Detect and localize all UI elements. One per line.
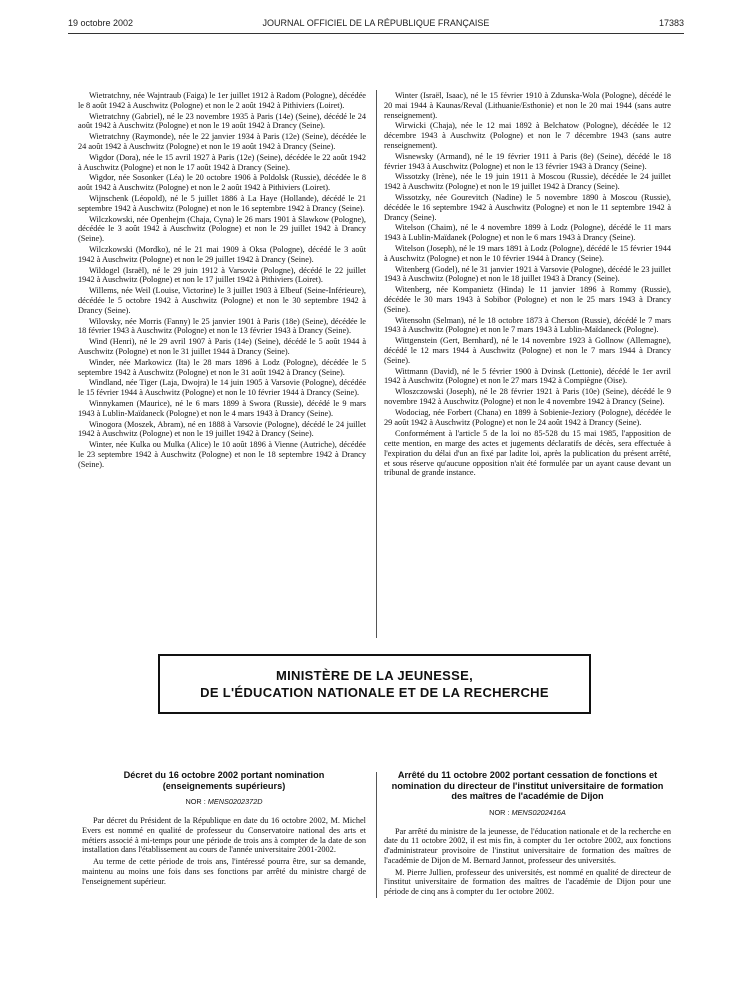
entry: Wloszczowski (Joseph), né le 28 février 1921 à Paris (10e) (Seine), décédé le 9 novembre 1942 à Auschwitz (Pologne) et non le 4 novembre 1942 à Drancy (Seine).: [384, 387, 671, 406]
nor-label: NOR :: [489, 807, 512, 817]
entry: Wind (Henri), né le 29 avril 1907 à Paris (14e) (Seine), décédé le 5 août 1944 à Auschwitz (Pologne) et non le 31 juillet 1944 à Drancy (Seine).: [78, 337, 366, 356]
decree-paragraph: M. Pierre Jullien, professeur des universités, est nommé en qualité de directeur de l'institut universitaire de formation des maîtres de l'académie de Dijon pour une période de cinq ans à compter du 1er octobre 2002.: [384, 867, 671, 897]
nor-code: MENS0202372D: [207, 797, 263, 806]
entry: Winter, née Kulka ou Mulka (Alice) le 10 août 1896 à Vienne (Autriche), décédée le 23 septembre 1942 à Auschwitz (Pologne) et non le 18 septembre 1942 à Drancy (Seine).: [78, 440, 366, 469]
decree-title: Décret du 16 octobre 2002 portant nomination (enseignements supérieurs): [123, 770, 325, 791]
entry: Wittmann (David), né le 5 février 1900 à Dvinsk (Lettonie), décédé le 1er avril 1942 à Auschwitz (Pologne) et non le 27 mars 1942 à Compiègne (Oise).: [384, 366, 671, 386]
entry: Wigdor, née Sosonker (Léa) le 20 octobre 1906 à Poldolsk (Russie), décédée le 8 août 1942 à Auschwitz (Pologne) et non le 2 août 1942 à Pithiviers (Loiret).: [78, 173, 366, 193]
entry: Winnykamen (Maurice), né le 6 mars 1899 à Swora (Russie), décédé le 9 mars 1943 à Lublin-Maïdaneck (Pologne) et non le 4 mars 1943 à Drancy (Seine).: [78, 398, 366, 418]
left-column: [78, 91, 366, 470]
entry: Windland, née Tiger (Laja, Dwojra) le 14 juin 1905 à Varsovie (Pologne), décédée le 15 février 1944 à Auschwitz (Pologne) et non le 10 février 1944 à Drancy (Seine).: [78, 378, 366, 398]
nor-reference: [82, 797, 366, 806]
decree-left: [82, 770, 366, 889]
ministry-heading-line1: MINISTÈRE DE LA JEUNESSE,: [276, 668, 473, 683]
decree-body: [384, 827, 671, 898]
header-journal-title: JOURNAL OFFICIEL DE LA RÉPUBLIQUE FRANÇAISE: [262, 18, 490, 28]
entry: Wittgenstein (Gert, Bernhard), né le 14 novembre 1923 à Gollnow (Allemagne), décédé le 12 mars 1944 à Auschwitz (Pologne) et non le 7 mars 1944 à Drancy (Seine).: [384, 336, 671, 365]
entry: Wissotzky (Irène), née le 19 juin 1911 à Moscou (Russie), décédée le 24 juillet 1942 à Auschwitz (Pologne) et non le 19 juillet 1942 à Drancy (Seine).: [384, 172, 671, 192]
entry: Wisnewsky (Armand), né le 19 février 1911 à Paris (8e) (Seine), décédé le 18 février 1943 à Auschwitz (Pologne) et non le 13 février 1943 à Drancy (Seine).: [384, 151, 671, 171]
entry: Wildogel (Israël), né le 29 juin 1912 à Varsovie (Pologne), décédé le 22 juillet 1942 à Auschwitz (Pologne) et non le 17 juillet 1942 à Pithiviers (Loiret).: [78, 265, 366, 285]
entry: Wilczkowski, née Openhejm (Chaja, Cyna) le 26 mars 1901 à Slawkow (Pologne), décédée le 3 août 1942 à Auschwitz (Pologne) et non le 29 juillet 1942 à Drancy (Seine).: [78, 214, 366, 244]
decree-paragraph: Par arrêté du ministre de la jeunesse, de l'éducation nationale et de la recherche en date du 11 octobre 2002, il est mis fin, à compter du 1er octobre 2002, aux fonctions d'administrateur provisoire de l'institut universitaire de formation des maîtres de l'académie de Dijon de M. Bernard Jannot, professeur des universités.: [384, 826, 671, 865]
entry: Wilovsky, née Morris (Fanny) le 25 janvier 1901 à Paris (18e) (Seine), décédée le 18 février 1943 à Auschwitz (Pologne) et non le 13 février 1943 à Drancy (Seine).: [78, 316, 366, 336]
entry: Wodociag, née Forbert (Chana) en 1899 à Sobienie-Jeziory (Pologne), décédée le 29 août 1942 à Auschwitz (Pologne) et non le 24 août 1942 à Drancy (Seine).: [384, 407, 671, 427]
entry: Witenberg, née Kompanietz (Hinda) le 11 janvier 1896 à Rommy (Russie), décédée le 30 mars 1943 à Sobibor (Pologne) et non le 25 mars 1943 à Drancy (Seine).: [384, 285, 671, 314]
ministry-heading-line2: DE L'ÉDUCATION NATIONALE ET DE LA RECHERCHE: [200, 685, 549, 700]
entry: Winogora (Moszek, Abram), né en 1888 à Varsovie (Pologne), décédé le 24 juillet 1942 à Auschwitz (Pologne) et non le 19 juillet 1942 à Drancy (Seine).: [78, 419, 366, 439]
decree-divider: [376, 772, 377, 898]
column-divider: [376, 90, 377, 638]
right-column: [384, 91, 671, 479]
entry: Winder, née Markowicz (Ita) le 28 mars 1896 à Lodz (Pologne), décédée le 5 septembre 1942 à Auschwitz (Pologne) et non le 31 août 1942 à Drancy (Seine).: [78, 357, 366, 377]
entry: Winter (Israël, Isaac), né le 15 février 1910 à Zdunska-Wola (Pologne), décédé le 20 mai 1944 à Kaunas/Reval (Lithuanie/Esthonie) et non le 20 mai 1944 (sans autre renseignement).: [384, 91, 671, 120]
entry: Witelson (Joseph), né le 19 mars 1891 à Lodz (Pologne), décédé le 15 février 1944 à Auschwitz (Pologne) et non le 10 février 1944 à Drancy (Seine).: [384, 243, 671, 263]
ministry-heading-box: [158, 654, 591, 714]
decree-title: Arrêté du 11 octobre 2002 portant cessation de fonctions et nomination du directeur de l'institut universitaire de formation des maîtres de l'académie de Dijon: [391, 770, 664, 801]
entry: Wirwicki (Chaja), née le 12 mai 1892 à Belchatow (Pologne), décédée le 12 décembre 1943 à Auschwitz (Pologne) et non le 7 décembre 1943 (sans autre renseignement).: [384, 121, 671, 150]
header-date: 19 octobre 2002: [68, 18, 134, 28]
entry: Wijnschenk (Léopold), né le 5 juillet 1886 à La Haye (Hollande), décédé le 21 septembre 1942 à Auschwitz (Pologne) et non le 16 septembre 1942 à Drancy (Seine).: [78, 193, 366, 213]
header-rule: [68, 33, 684, 34]
closing-paragraph: Conformément à l'article 5 de la loi no 85-528 du 15 mai 1985, l'apposition de cette mention, en marge des actes et jugements déclaratifs de décès, sera effectuée à l'expiration du délai d'un an fixé par ladite loi, après la publication du présent arrêté, et sous réserve qu'aucune opposition n'ait été formulée par un ayant cause devant un tribunal de grande instance.: [384, 429, 671, 478]
entry: Witenberg (Godel), né le 31 janvier 1921 à Varsovie (Pologne), décédé le 23 juillet 1943 à Auschwitz (Pologne) et non le 18 juillet 1943 à Drancy (Seine).: [384, 264, 671, 284]
entry: Witelson (Chaim), né le 4 novembre 1899 à Lodz (Pologne), décédé le 11 mars 1943 à Lublin-Maïdanek (Pologne) et non le 6 mars 1943 à Drancy (Seine).: [384, 223, 671, 243]
decree-paragraph: Au terme de cette période de trois ans, l'intéressé pourra être, sur sa demande, maintenu au moins une fois dans ses fonctions par arrêté du ministre chargé de l'enseignement supérieur.: [82, 857, 366, 886]
entry: Witensohn (Selman), né le 18 octobre 1873 à Cherson (Russie), décédé le 7 mars 1943 à Auschwitz (Pologne) et non le 7 mars 1943 à Lublin-Maïdaneck (Pologne).: [384, 315, 671, 335]
entry: Wietratchny (Gabriel), né le 23 novembre 1935 à Paris (14e) (Seine), décédé le 24 août 1942 à Auschwitz (Pologne) et non le 19 août 1942 à Drancy (Seine).: [78, 111, 366, 131]
entry: Wissotzky, née Gourevitch (Nadine) le 5 novembre 1890 à Moscou (Russie), décédée le 16 septembre 1942 à Auschwitz (Pologne) et non le 11 septembre 1942 à Drancy (Seine).: [384, 192, 671, 222]
decree-right: [384, 770, 671, 899]
nor-code: MENS0202416A: [511, 807, 566, 817]
nor-reference: [384, 808, 671, 817]
decree-paragraph: Par décret du Président de la République en date du 16 octobre 2002, M. Michel Evers est nommé en qualité de professeur du Conservatoire national des arts et métiers associé à mi-temps pour une période de trois ans à compter de la date de son installation dans l'établissement au cours de l'année universitaire 2001-2002.: [82, 816, 366, 855]
decree-body: [82, 816, 366, 887]
entry: Wigdor (Dora), née le 15 avril 1927 à Paris (12e) (Seine), décédée le 22 août 1942 à Auschwitz (Pologne) et non le 17 août 1942 à Drancy (Seine).: [78, 152, 366, 172]
nor-label: NOR :: [185, 797, 208, 806]
header-page-number: 17383: [658, 18, 684, 28]
entry: Willems, née Weil (Louise, Victorine) le 3 juillet 1903 à Elbeuf (Seine-Inférieure), décédée le 5 octobre 1942 à Auschwitz (Pologne) et non le 30 septembre 1942 à Drancy (Seine).: [78, 286, 366, 315]
entry: Wietratchny (Raymonde), née le 22 janvier 1934 à Paris (12e) (Seine), décédée le 24 août 1942 à Auschwitz (Pologne) et non le 19 août 1942 à Drancy (Seine).: [78, 132, 366, 151]
entry: Wilczkowski (Mordko), né le 21 mai 1909 à Oksa (Pologne), décédé le 3 août 1942 à Auschwitz (Pologne) et non le 29 juillet 1942 à Drancy (Seine).: [78, 244, 366, 264]
page-header: [68, 18, 684, 32]
entry: Wietratchny, née Wajntraub (Faiga) le 1er juillet 1912 à Radom (Pologne), décédée le 8 août 1942 à Auschwitz (Pologne) et non le 2 août 1942 à Pithiviers (Loiret).: [78, 91, 366, 110]
